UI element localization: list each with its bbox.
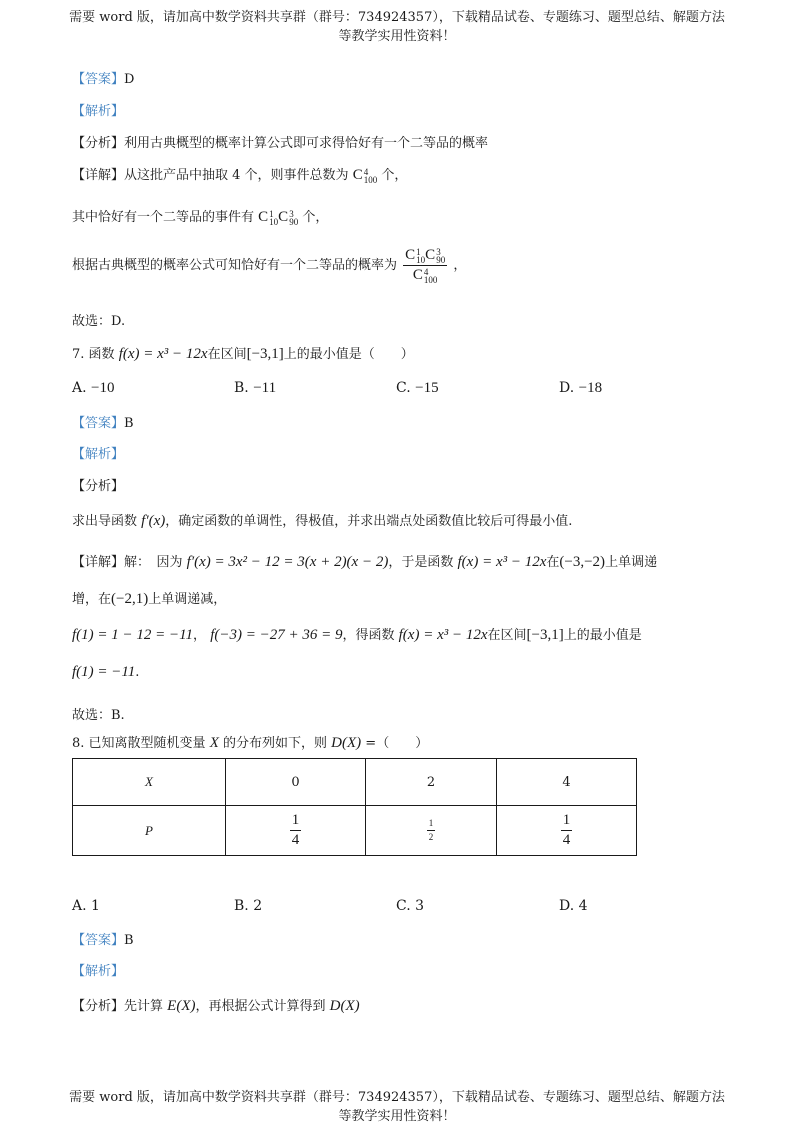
q6-detail2-pre: 其中恰好有一个二等品的事件有 — [72, 210, 255, 225]
q7-option-a: A. −10 — [72, 380, 115, 396]
q8-option-d: D. 4 — [559, 898, 588, 914]
q7-option-c: C. −15 — [396, 380, 439, 396]
q8-analysis-label: 【解析】 — [72, 964, 125, 979]
header-line-2: 等教学实用性资料！ — [338, 29, 456, 44]
q7-conclusion: 故选：B. — [72, 708, 125, 723]
q7-answer-line: 【答案】B — [72, 416, 134, 431]
q6-detail3-pre: 根据古典概型的概率公式可知恰好有一个二等品的概率为 — [72, 258, 398, 273]
q7-option-b: B. −11 — [234, 380, 277, 396]
q6-detail-line-1 — [72, 164, 407, 184]
q8-variance-expr: D(X) — [331, 735, 362, 751]
x-value: 0 — [226, 759, 366, 806]
footer-line-2: 等教学实用性资料！ — [338, 1109, 456, 1124]
variance-expr: D(X) — [329, 998, 360, 1014]
q6-answer: D — [124, 72, 135, 87]
q7-option-d: D. −18 — [559, 380, 603, 396]
q7-detail-line-2: 增，在(−2,1)上单调递减， — [72, 591, 227, 607]
q7-detail-line-4: f(1) = −11. — [72, 664, 140, 680]
q6-detail-line-2 — [72, 206, 328, 226]
q6-detail3-post: ， — [453, 258, 467, 273]
row-label-x: X — [73, 759, 226, 806]
q8-variable: X — [209, 735, 219, 751]
header-line-1: 需要 word 版，请加高中数学资料共享群（群号：734924357），下载精品试卷、专题练习、题型总结、解题方法 — [69, 10, 725, 25]
q7-detail-line-3: f(1) = 1 − 12 = −11， f(−3) = −27 + 36 = 9，得函数 f(x) = x³ − 12x在区间[−3,1]上的最小值是 — [72, 627, 642, 643]
combination-c-10-1: C 1 10 — [258, 208, 279, 227]
q7-fenxi-label: 【分析】 — [72, 479, 125, 494]
page-header — [0, 8, 794, 46]
page-footer — [0, 1088, 794, 1126]
q6-detail2-post: 个， — [302, 210, 329, 225]
q7-stem-post: 上的最小值是（ ） — [283, 347, 414, 362]
q8-option-b: B. 2 — [234, 898, 263, 914]
q8-fenxi-line: 【分析】先计算 E(X)，再根据公式计算得到 D(X) — [72, 998, 360, 1014]
row-label-p: P — [73, 806, 226, 856]
q8-option-a: A. 1 — [72, 898, 100, 914]
q6-conclusion: 故选：D. — [72, 314, 126, 329]
q6-detail-line-3 — [72, 247, 466, 284]
q6-detail1-pre: 从这批产品中抽取 4 个，则事件总数为 — [124, 168, 349, 183]
q7-stem-mid: 在区间 — [207, 347, 247, 362]
table-row-p — [73, 806, 637, 856]
distribution-table — [72, 758, 637, 856]
q6-fenxi-line — [72, 132, 488, 151]
expectation-expr: E(X) — [167, 998, 196, 1014]
detail-label: 【详解】 — [72, 168, 125, 183]
q6-fenxi-text: 利用古典概型的概率计算公式即可求得恰好有一个二等品的概率 — [124, 136, 489, 151]
table-row-x — [73, 759, 637, 806]
q7-derivative: f′(x) = 3x² − 12 = 3(x + 2)(x − 2) — [186, 554, 389, 570]
x-value: 4 — [497, 759, 637, 806]
q7-interval: [−3,1] — [246, 346, 284, 362]
fenxi-label: 【分析】 — [72, 136, 125, 151]
q8-option-c: C. 3 — [396, 898, 425, 914]
q7-answer: B — [124, 416, 134, 431]
q7-detail-line-1: 【详解】解： 因为 f′(x) = 3x² − 12 = 3(x + 2)(x − 2)，于是函数 f(x) = x³ − 12x在(−3,−2)上单调递 — [72, 554, 658, 570]
answer-label: 【答案】 — [72, 72, 125, 87]
derivative-symbol: f′(x) — [141, 513, 166, 529]
q7-stem-pre: 7. 函数 — [72, 347, 115, 362]
q7-function: f(x) = x³ − 12x — [118, 346, 208, 362]
combination-c-100-4: C 4 100 — [352, 166, 378, 185]
probability-fraction: C 1 10 C 3 90 C 4 100 — [405, 246, 446, 285]
q8-stem: 8. 已知离散型随机变量 X 的分布列如下，则 D(X) =（ ） — [72, 735, 429, 751]
footer-line-1: 需要 word 版，请加高中数学资料共享群（群号：734924357），下载精品试卷、专题练习、题型总结、解题方法 — [69, 1090, 725, 1105]
p-value: $\frac{1}{2}$ — [366, 806, 497, 856]
q6-detail1-post: 个， — [381, 168, 408, 183]
q7-analysis-label: 【解析】 — [72, 447, 125, 462]
q8-answer-line: 【答案】B — [72, 933, 134, 948]
q8-answer: B — [124, 933, 134, 948]
q7-stem — [72, 343, 414, 363]
combination-c-90-3: C 3 90 — [278, 208, 299, 227]
x-value: 2 — [366, 759, 497, 806]
q7-fenxi-line: 求出导函数 f′(x)，确定函数的单调性，得极值，并求出端点处函数值比较后可得最小值. — [72, 513, 573, 529]
p-value: $\frac{1}{4}$ — [226, 806, 366, 856]
q6-analysis-label: 【解析】 — [72, 104, 125, 119]
p-value: $\frac{1}{4}$ — [497, 806, 637, 856]
q6-answer-line — [72, 68, 134, 87]
